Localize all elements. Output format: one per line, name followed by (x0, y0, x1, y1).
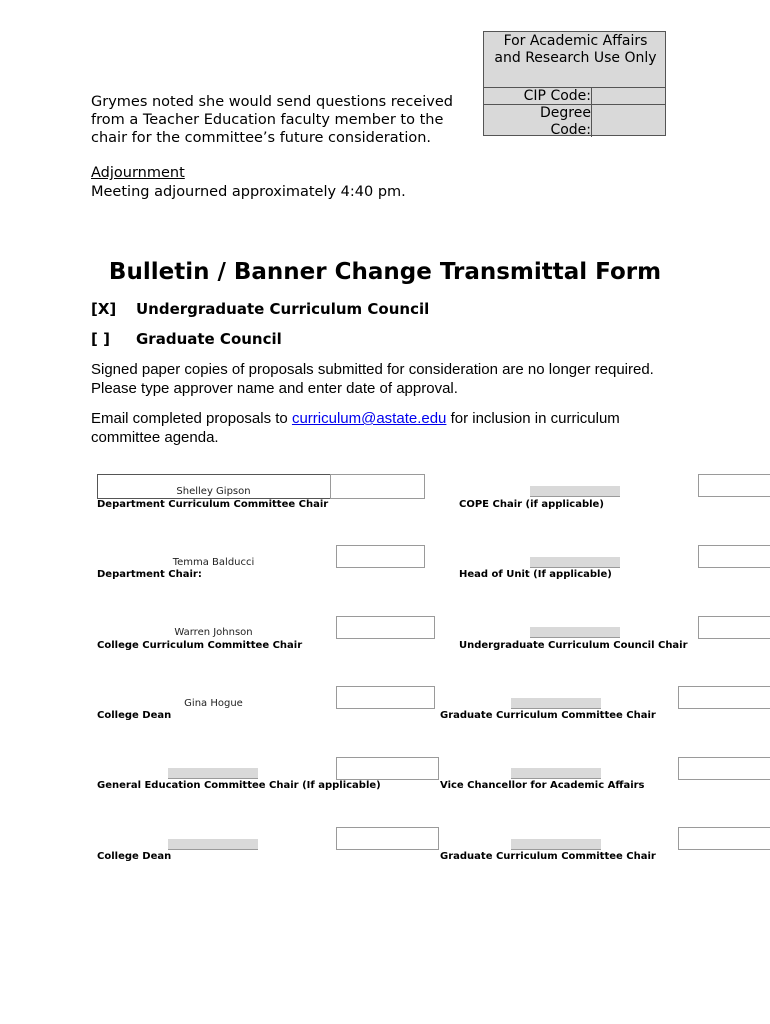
signature-blank[interactable] (168, 768, 258, 779)
option-undergraduate[interactable] (91, 300, 429, 318)
cip-code-row (484, 87, 665, 105)
signature-blank[interactable] (530, 486, 620, 497)
signature-label: Graduate Curriculum Committee Chair (440, 710, 656, 721)
signature-label: COPE Chair (if applicable) (459, 499, 604, 510)
signature-name-department-chair[interactable]: Temma Balducci (172, 557, 255, 568)
adjournment-heading: Adjournment (91, 165, 185, 181)
signature-label: Department Chair: (97, 569, 202, 580)
option-mark: [X] (91, 300, 117, 318)
minutes-paragraph: Grymes noted she would send questions received from a Teacher Education faculty member to the chair for the committee’s future consideration. (91, 94, 453, 146)
form-title: Bulletin / Banner Change Transmittal Form (108, 259, 662, 285)
degree-code-label: Degree Code: (540, 105, 591, 138)
signature-name-college-dean[interactable]: Gina Hogue (184, 698, 243, 709)
cip-code-field[interactable] (591, 88, 665, 105)
signature-blank[interactable] (511, 698, 601, 709)
option-mark: [ ] (91, 330, 110, 348)
date-field[interactable] (336, 616, 435, 639)
option-graduate[interactable] (91, 330, 282, 348)
academic-affairs-box (483, 31, 666, 136)
date-field[interactable] (336, 757, 439, 780)
email-link[interactable]: curriculum@astate.edu (291, 410, 447, 427)
date-field[interactable] (678, 827, 770, 850)
signature-name-dept-curriculum-chair[interactable]: Shelley Gipson (176, 486, 251, 497)
email-prefix: Email completed proposals to (91, 410, 292, 427)
date-field[interactable] (678, 686, 770, 709)
signature-blank[interactable] (530, 557, 620, 568)
signature-label: General Education Committee Chair (If applicable) (97, 780, 381, 791)
signature-blank[interactable] (511, 839, 601, 850)
option-label: Undergraduate Curriculum Council (136, 300, 430, 318)
adjournment-text: Meeting adjourned approximately 4:40 pm. (91, 184, 406, 200)
date-field[interactable] (336, 545, 425, 568)
signature-label: Vice Chancellor for Academic Affairs (440, 780, 645, 791)
date-field[interactable] (330, 474, 425, 499)
signature-label: Undergraduate Curriculum Council Chair (459, 640, 688, 651)
academic-affairs-heading: For Academic Affairs and Research Use Only (494, 33, 657, 66)
signature-label: Department Curriculum Committee Chair (97, 499, 329, 510)
signature-label: College Curriculum Committee Chair (97, 640, 303, 651)
degree-code-field[interactable] (591, 105, 665, 137)
date-field[interactable] (698, 616, 770, 639)
date-field[interactable] (336, 686, 435, 709)
degree-code-row (484, 104, 665, 137)
date-field[interactable] (698, 545, 770, 568)
instructions-paragraph: Signed paper copies of proposals submitted for consideration are no longer required. Please type approver name and enter date of approval. (91, 361, 654, 397)
signature-blank[interactable] (168, 839, 258, 850)
signature-label: College Dean (97, 710, 172, 721)
option-label: Graduate Council (136, 330, 282, 348)
signature-blank[interactable] (530, 627, 620, 638)
date-field[interactable] (698, 474, 770, 497)
signature-blank[interactable] (511, 768, 601, 779)
date-field[interactable] (336, 827, 439, 850)
email-paragraph (91, 409, 691, 447)
signature-name-college-curriculum-chair[interactable]: Warren Johnson (174, 627, 253, 638)
email-suffix: for inclusion in curriculum committee agenda. (91, 410, 620, 446)
signature-label: Head of Unit (If applicable) (459, 569, 612, 580)
signature-label: Graduate Curriculum Committee Chair (440, 851, 656, 862)
date-field[interactable] (678, 757, 770, 780)
signature-label: College Dean (97, 851, 172, 862)
cip-code-label: CIP Code: (523, 88, 591, 104)
